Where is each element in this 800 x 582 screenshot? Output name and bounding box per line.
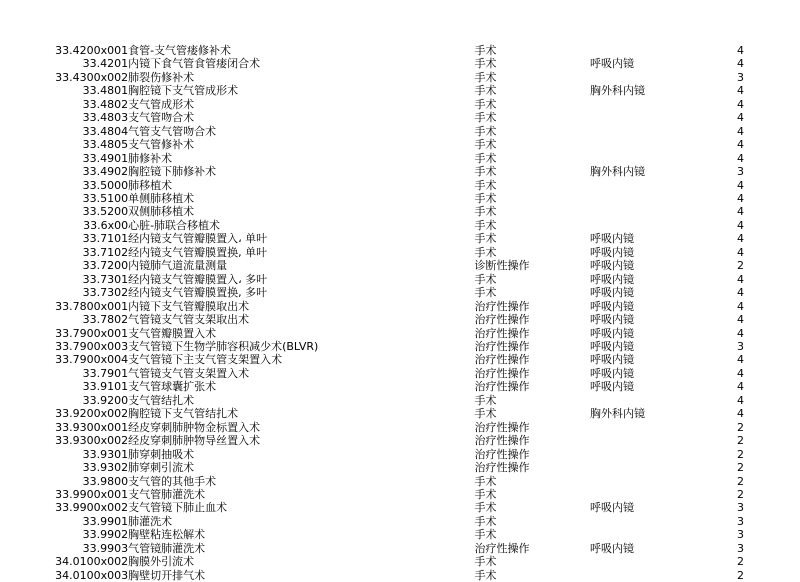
table-row bbox=[0, 192, 800, 205]
cell-type: 治疗性操作 bbox=[474, 326, 530, 340]
table-row bbox=[0, 353, 800, 366]
cell-code: 33.4804 bbox=[82, 124, 129, 138]
cell-type: 手术 bbox=[474, 138, 497, 152]
cell-name: 气管镜支气管支架置入术 bbox=[128, 366, 250, 380]
cell-name: 肺穿刺抽吸术 bbox=[128, 447, 195, 461]
cell-code: 33.9200x002 bbox=[55, 407, 129, 421]
cell-name: 单侧肺移植术 bbox=[128, 191, 195, 205]
cell-level: 4 bbox=[736, 286, 744, 300]
cell-type: 手术 bbox=[474, 97, 497, 111]
table-row bbox=[0, 475, 800, 488]
cell-type: 手术 bbox=[474, 178, 497, 192]
cell-name: 气管镜支气管支架取出术 bbox=[128, 313, 250, 327]
table-row bbox=[0, 259, 800, 272]
cell-level: 4 bbox=[736, 178, 744, 192]
cell-type: 手术 bbox=[474, 205, 497, 219]
cell-type: 手术 bbox=[474, 70, 497, 84]
cell-department: 呼吸内镜 bbox=[590, 272, 635, 286]
cell-type: 手术 bbox=[474, 232, 497, 246]
cell-type: 手术 bbox=[474, 407, 497, 421]
cell-department bbox=[590, 475, 737, 488]
cell-level: 3 bbox=[736, 70, 744, 84]
cell-department: 呼吸内镜 bbox=[590, 232, 635, 246]
cell-name: 胸腔镜下支气管成形术 bbox=[128, 84, 239, 98]
cell-type: 手术 bbox=[474, 44, 497, 57]
cell-level: 2 bbox=[736, 487, 744, 501]
cell-level: 4 bbox=[736, 151, 744, 165]
cell-type: 治疗性操作 bbox=[474, 380, 530, 394]
cell-code: 33.4901 bbox=[82, 151, 129, 165]
cell-type: 手术 bbox=[474, 487, 497, 501]
cell-department bbox=[590, 515, 737, 528]
cell-type: 手术 bbox=[474, 286, 497, 300]
cell-code: 33.9300x002 bbox=[55, 434, 129, 448]
cell-department: 呼吸内镜 bbox=[590, 339, 635, 353]
cell-code: 33.7802 bbox=[82, 313, 129, 327]
table-row bbox=[0, 44, 800, 57]
table-row bbox=[0, 111, 800, 124]
cell-department: 呼吸内镜 bbox=[590, 541, 635, 555]
table-row bbox=[0, 57, 800, 70]
cell-type: 手术 bbox=[474, 272, 497, 286]
cell-level: 4 bbox=[736, 84, 744, 98]
table-body bbox=[0, 44, 800, 582]
cell-level: 4 bbox=[736, 393, 744, 407]
table-row bbox=[0, 434, 800, 447]
cell-department bbox=[590, 488, 737, 501]
cell-name: 支气管吻合术 bbox=[128, 111, 195, 125]
cell-type: 治疗性操作 bbox=[474, 299, 530, 313]
cell-code: 33.4200x001 bbox=[55, 44, 129, 57]
cell-type: 手术 bbox=[474, 555, 497, 569]
cell-department: 呼吸内镜 bbox=[590, 299, 635, 313]
cell-department: 胸外科内镜 bbox=[590, 407, 646, 421]
cell-level: 4 bbox=[736, 205, 744, 219]
cell-type: 治疗性操作 bbox=[474, 541, 530, 555]
table-row bbox=[0, 380, 800, 393]
table-row bbox=[0, 542, 800, 555]
cell-level: 3 bbox=[736, 528, 744, 542]
cell-type: 手术 bbox=[474, 514, 497, 528]
cell-name: 内镜肺气道流量测量 bbox=[128, 259, 228, 273]
cell-level: 2 bbox=[736, 434, 744, 448]
cell-name: 内镜下食气管食管瘘闭合术 bbox=[128, 57, 261, 71]
cell-code: 33.7900x001 bbox=[55, 326, 129, 340]
cell-level: 3 bbox=[736, 339, 744, 353]
cell-department bbox=[590, 44, 737, 57]
table-row bbox=[0, 219, 800, 232]
cell-name: 肺灌洗术 bbox=[128, 514, 173, 528]
cell-name: 胸腔镜下肺修补术 bbox=[128, 165, 217, 179]
cell-level: 4 bbox=[736, 245, 744, 259]
cell-level: 4 bbox=[736, 138, 744, 152]
cell-code: 33.6x00 bbox=[83, 218, 129, 232]
cell-code: 33.4803 bbox=[82, 111, 129, 125]
cell-level: 4 bbox=[736, 407, 744, 421]
cell-department bbox=[590, 125, 737, 138]
cell-department: 呼吸内镜 bbox=[590, 366, 635, 380]
cell-code: 33.7800x001 bbox=[55, 299, 129, 313]
cell-code: 33.7301 bbox=[82, 272, 129, 286]
cell-code: 34.0100x002 bbox=[55, 555, 129, 569]
table-row bbox=[0, 327, 800, 340]
cell-code: 33.9300x001 bbox=[55, 420, 129, 434]
cell-level: 4 bbox=[736, 218, 744, 232]
cell-name: 气管支气管吻合术 bbox=[128, 124, 217, 138]
cell-department: 呼吸内镜 bbox=[590, 353, 635, 367]
cell-name: 双侧肺移植术 bbox=[128, 205, 195, 219]
cell-type: 治疗性操作 bbox=[474, 339, 530, 353]
cell-type: 手术 bbox=[474, 245, 497, 259]
cell-name: 经皮穿刺肺肿物导丝置入术 bbox=[128, 434, 261, 448]
cell-department bbox=[590, 205, 737, 218]
cell-level: 2 bbox=[736, 555, 744, 569]
procedure-code-table bbox=[0, 44, 800, 582]
cell-name: 支气管的其他手术 bbox=[128, 474, 217, 488]
cell-code: 33.4902 bbox=[82, 165, 129, 179]
cell-name: 肺裂伤修补术 bbox=[128, 70, 195, 84]
table-row bbox=[0, 125, 800, 138]
cell-department: 呼吸内镜 bbox=[590, 380, 635, 394]
cell-type: 手术 bbox=[474, 57, 497, 71]
cell-department bbox=[590, 434, 737, 447]
cell-department: 呼吸内镜 bbox=[590, 259, 635, 273]
cell-code: 33.7900x004 bbox=[55, 353, 129, 367]
cell-code: 33.4802 bbox=[82, 97, 129, 111]
cell-code: 33.7302 bbox=[82, 286, 129, 300]
cell-type: 治疗性操作 bbox=[474, 434, 530, 448]
cell-name: 气管镜肺灌洗术 bbox=[128, 541, 206, 555]
cell-name: 支气管镜下主支气管支架置入术 bbox=[128, 353, 283, 367]
table-row bbox=[0, 340, 800, 353]
cell-department bbox=[590, 71, 737, 84]
cell-code: 33.4805 bbox=[82, 138, 129, 152]
cell-level: 3 bbox=[736, 541, 744, 555]
table-row bbox=[0, 179, 800, 192]
cell-level: 2 bbox=[736, 568, 744, 582]
table-row bbox=[0, 84, 800, 97]
cell-department: 呼吸内镜 bbox=[590, 245, 635, 259]
cell-name: 胸膜外引流术 bbox=[128, 555, 195, 569]
cell-level: 3 bbox=[736, 501, 744, 515]
cell-department: 呼吸内镜 bbox=[590, 501, 635, 515]
cell-code: 33.9800 bbox=[82, 474, 129, 488]
table-row bbox=[0, 205, 800, 218]
cell-code: 33.4201 bbox=[82, 57, 129, 71]
cell-department bbox=[590, 98, 737, 111]
cell-level: 4 bbox=[736, 299, 744, 313]
cell-code: 33.9200 bbox=[82, 393, 129, 407]
cell-name: 肺穿刺引流术 bbox=[128, 461, 195, 475]
table-row bbox=[0, 501, 800, 514]
cell-name: 支气管肺灌洗术 bbox=[128, 487, 206, 501]
cell-name: 胸腔镜下支气管结扎术 bbox=[128, 407, 239, 421]
table-row bbox=[0, 138, 800, 151]
cell-type: 手术 bbox=[474, 151, 497, 165]
cell-code: 33.9302 bbox=[82, 461, 129, 475]
table-row bbox=[0, 461, 800, 474]
cell-level: 3 bbox=[736, 165, 744, 179]
cell-type: 手术 bbox=[474, 124, 497, 138]
cell-code: 33.7101 bbox=[82, 232, 129, 246]
cell-name: 肺移植术 bbox=[128, 178, 173, 192]
cell-department: 胸外科内镜 bbox=[590, 84, 646, 98]
table-row bbox=[0, 407, 800, 420]
cell-code: 33.7900x003 bbox=[55, 339, 129, 353]
cell-level: 4 bbox=[736, 272, 744, 286]
cell-level: 3 bbox=[736, 514, 744, 528]
cell-level: 4 bbox=[736, 124, 744, 138]
table-row bbox=[0, 488, 800, 501]
cell-code: 33.4801 bbox=[82, 84, 129, 98]
cell-level: 4 bbox=[736, 191, 744, 205]
cell-name: 心脏-肺联合移植术 bbox=[128, 218, 221, 232]
cell-level: 2 bbox=[736, 461, 744, 475]
cell-code: 33.7200 bbox=[82, 259, 129, 273]
cell-name: 胸壁切开排气术 bbox=[128, 568, 206, 582]
cell-department bbox=[590, 461, 737, 474]
cell-name: 经皮穿刺肺肿物金标置入术 bbox=[128, 420, 261, 434]
cell-type: 手术 bbox=[474, 501, 497, 515]
cell-type: 治疗性操作 bbox=[474, 353, 530, 367]
cell-level: 2 bbox=[736, 259, 744, 273]
cell-department bbox=[590, 448, 737, 461]
cell-type: 治疗性操作 bbox=[474, 366, 530, 380]
table-row bbox=[0, 448, 800, 461]
cell-code: 33.9900x002 bbox=[55, 501, 129, 515]
cell-name: 经内镜支气管瓣膜置换, 单叶 bbox=[128, 245, 268, 259]
cell-department: 胸外科内镜 bbox=[590, 165, 646, 179]
cell-type: 手术 bbox=[474, 393, 497, 407]
cell-level: 4 bbox=[736, 326, 744, 340]
cell-level: 4 bbox=[736, 366, 744, 380]
table-row bbox=[0, 421, 800, 434]
cell-department bbox=[590, 528, 737, 541]
cell-name: 胸壁粘连松解术 bbox=[128, 528, 206, 542]
cell-name: 肺修补术 bbox=[128, 151, 173, 165]
table-row bbox=[0, 515, 800, 528]
cell-level: 4 bbox=[736, 97, 744, 111]
cell-code: 34.0100x003 bbox=[55, 568, 129, 582]
table-row bbox=[0, 165, 800, 178]
cell-code: 33.5100 bbox=[82, 191, 129, 205]
cell-level: 4 bbox=[736, 380, 744, 394]
table-row bbox=[0, 528, 800, 541]
cell-name: 内镜下支气管瓣膜取出术 bbox=[128, 299, 250, 313]
cell-department bbox=[590, 152, 737, 165]
cell-name: 支气管镜下生物学肺容积减少术(BLVR) bbox=[128, 339, 319, 353]
cell-type: 手术 bbox=[474, 84, 497, 98]
cell-type: 手术 bbox=[474, 474, 497, 488]
cell-name: 食管-支气管瘘修补术 bbox=[128, 44, 232, 57]
cell-level: 2 bbox=[736, 474, 744, 488]
cell-name: 支气管修补术 bbox=[128, 138, 195, 152]
cell-code: 33.7102 bbox=[82, 245, 129, 259]
table-row bbox=[0, 152, 800, 165]
cell-department bbox=[590, 192, 737, 205]
cell-code: 33.5200 bbox=[82, 205, 129, 219]
table-row bbox=[0, 98, 800, 111]
cell-department bbox=[590, 569, 737, 582]
cell-department: 呼吸内镜 bbox=[590, 286, 635, 300]
table-row bbox=[0, 367, 800, 380]
cell-level: 4 bbox=[736, 57, 744, 71]
cell-department bbox=[590, 138, 737, 151]
cell-level: 4 bbox=[736, 44, 744, 57]
cell-name: 支气管镜下肺止血术 bbox=[128, 501, 228, 515]
cell-department bbox=[590, 394, 737, 407]
cell-name: 经内镜支气管瓣膜置入، 多叶 bbox=[128, 272, 268, 286]
cell-department: 呼吸内镜 bbox=[590, 57, 635, 71]
cell-level: 4 bbox=[736, 111, 744, 125]
table-row bbox=[0, 569, 800, 582]
cell-type: 手术 bbox=[474, 218, 497, 232]
cell-code: 33.9902 bbox=[82, 528, 129, 542]
cell-department bbox=[590, 219, 737, 232]
cell-type: 手术 bbox=[474, 528, 497, 542]
table-row bbox=[0, 71, 800, 84]
table-row bbox=[0, 300, 800, 313]
cell-code: 33.7901 bbox=[82, 366, 129, 380]
cell-type: 手术 bbox=[474, 568, 497, 582]
cell-level: 2 bbox=[736, 447, 744, 461]
cell-department bbox=[590, 111, 737, 124]
cell-type: 诊断性操作 bbox=[474, 259, 530, 273]
table-row bbox=[0, 313, 800, 326]
cell-name: 支气管结扎术 bbox=[128, 393, 195, 407]
table-row bbox=[0, 273, 800, 286]
table-row bbox=[0, 232, 800, 245]
table-row bbox=[0, 555, 800, 568]
cell-type: 手术 bbox=[474, 191, 497, 205]
cell-name: 支气管瓣膜置入术 bbox=[128, 326, 217, 340]
cell-code: 33.9900x001 bbox=[55, 487, 129, 501]
cell-code: 33.5000 bbox=[82, 178, 129, 192]
table-row bbox=[0, 246, 800, 259]
cell-level: 4 bbox=[736, 232, 744, 246]
cell-name: 支气管成形术 bbox=[128, 97, 195, 111]
cell-type: 手术 bbox=[474, 111, 497, 125]
cell-department bbox=[590, 179, 737, 192]
cell-department bbox=[590, 421, 737, 434]
cell-name: 经内镜支气管瓣膜置换, 多叶 bbox=[128, 286, 268, 300]
cell-type: 治疗性操作 bbox=[474, 447, 530, 461]
cell-code: 33.9301 bbox=[82, 447, 129, 461]
cell-name: 经内镜支气管瓣膜置入، 单叶 bbox=[128, 232, 268, 246]
cell-name: 支气管球囊扩张术 bbox=[128, 380, 217, 394]
cell-type: 治疗性操作 bbox=[474, 461, 530, 475]
cell-department: 呼吸内镜 bbox=[590, 313, 635, 327]
cell-type: 手术 bbox=[474, 165, 497, 179]
table-row bbox=[0, 394, 800, 407]
cell-code: 33.9101 bbox=[82, 380, 129, 394]
table-row bbox=[0, 286, 800, 299]
cell-type: 治疗性操作 bbox=[474, 313, 530, 327]
cell-level: 4 bbox=[736, 353, 744, 367]
cell-type: 治疗性操作 bbox=[474, 420, 530, 434]
cell-department bbox=[590, 555, 737, 568]
cell-department: 呼吸内镜 bbox=[590, 326, 635, 340]
cell-level: 4 bbox=[736, 313, 744, 327]
cell-code: 33.4300x002 bbox=[55, 70, 129, 84]
cell-level: 2 bbox=[736, 420, 744, 434]
cell-code: 33.9903 bbox=[82, 541, 129, 555]
cell-code: 33.9901 bbox=[82, 514, 129, 528]
